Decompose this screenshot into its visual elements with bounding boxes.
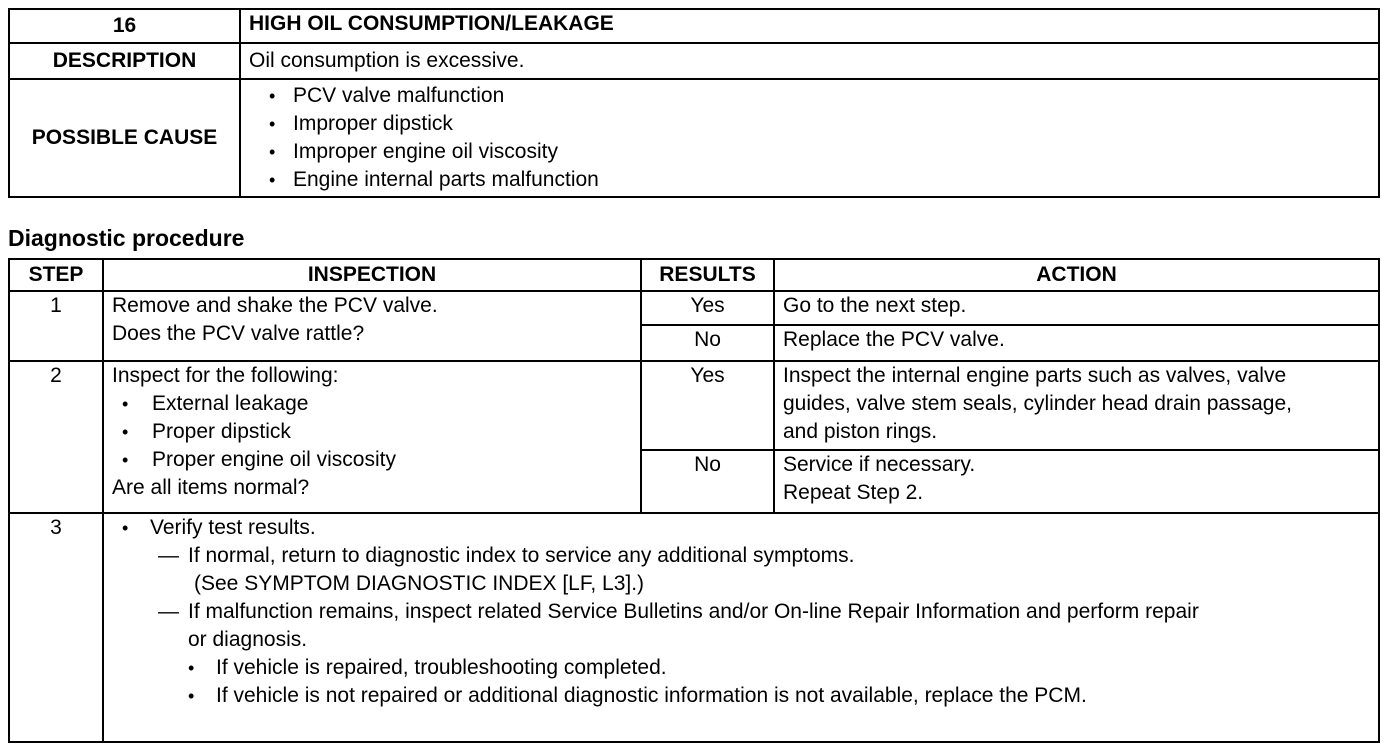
step-1-inspection-line: Does the PCV valve rattle? — [112, 322, 365, 345]
header-step: STEP — [9, 259, 103, 291]
step-3-dash-2 — [114, 598, 1378, 626]
cause-item: • Improper engine oil viscosity — [269, 138, 1378, 166]
step-1-inspection — [103, 291, 641, 361]
step-2-inspection — [103, 361, 641, 513]
description-text: Oil consumption is excessive. — [240, 43, 1379, 79]
step-2-item: • Proper engine oil viscosity — [112, 446, 640, 474]
step-2-yes: Yes — [641, 361, 774, 450]
step-2-no: No — [641, 450, 774, 513]
step-3-sub-2: • If vehicle is not repaired or additional diagnostic information is not available, replace the PCM. — [114, 682, 1378, 710]
header-inspection: INSPECTION — [103, 259, 641, 291]
possible-cause-list — [240, 79, 1379, 197]
step-1-yes-action: Go to the next step. — [774, 291, 1379, 325]
step-2-intro: Inspect for the following: — [112, 364, 339, 387]
step-1-inspection-line: Remove and shake the PCV valve. — [112, 294, 438, 317]
step-2-no-action-line: Service if necessary. — [783, 453, 976, 476]
procedure-heading: Diagnostic procedure — [8, 225, 245, 251]
header-action: ACTION — [774, 259, 1379, 291]
step-2-yes-action-line: guides, valve stem seals, cylinder head drain passage, — [783, 392, 1292, 415]
step-1-yes: Yes — [641, 291, 774, 325]
step-1-no: No — [641, 325, 774, 361]
diagnostic-table — [8, 258, 1380, 743]
step-3-dash-1 — [114, 542, 1378, 570]
description-label: DESCRIPTION — [9, 43, 240, 79]
step-2-no-action — [774, 450, 1379, 513]
step-2-number: 2 — [9, 361, 103, 513]
step-3-number: 3 — [9, 513, 103, 742]
symptom-number: 16 — [9, 9, 240, 43]
dash-mark: — — [158, 600, 179, 623]
possible-cause-label: POSSIBLE CAUSE — [9, 79, 240, 197]
step-3-dash-1-text: If normal, return to diagnostic index to service any additional symptoms. — [188, 544, 855, 567]
cause-item: • Improper dipstick — [269, 110, 1378, 138]
step-3-sub-1: • If vehicle is repaired, troubleshooting completed. — [114, 654, 1378, 682]
step-3-bullet: • Verify test results. — [114, 514, 1378, 542]
step-3-dash-2-continuation: or diagnosis. — [188, 628, 308, 651]
summary-table — [8, 8, 1380, 198]
step-2-item: • Proper dipstick — [112, 418, 640, 446]
step-2-yes-action — [774, 361, 1379, 450]
step-3-content — [103, 513, 1379, 742]
symptom-title: HIGH OIL CONSUMPTION/LEAKAGE — [240, 9, 1379, 43]
cause-item: • Engine internal parts malfunction — [269, 166, 1378, 194]
step-1-no-action: Replace the PCV valve. — [774, 325, 1379, 361]
step-2-yes-action-line: and piston rings. — [783, 420, 938, 443]
step-2-question: Are all items normal? — [112, 476, 310, 499]
cause-item: • PCV valve malfunction — [269, 82, 1378, 110]
step-1-number: 1 — [9, 291, 103, 361]
step-2-yes-action-line: Inspect the internal engine parts such as valves, valve — [783, 364, 1287, 387]
step-3-reference: (See SYMPTOM DIAGNOSTIC INDEX [LF, L3].) — [194, 572, 645, 595]
step-2-item: • External leakage — [112, 390, 640, 418]
header-results: RESULTS — [641, 259, 774, 291]
step-2-no-action-line: Repeat Step 2. — [783, 481, 924, 504]
dash-mark: — — [158, 544, 179, 567]
step-3-dash-2-text: If malfunction remains, inspect related Service Bulletins and/or On-line Repair Information and perform repair — [188, 600, 1199, 623]
